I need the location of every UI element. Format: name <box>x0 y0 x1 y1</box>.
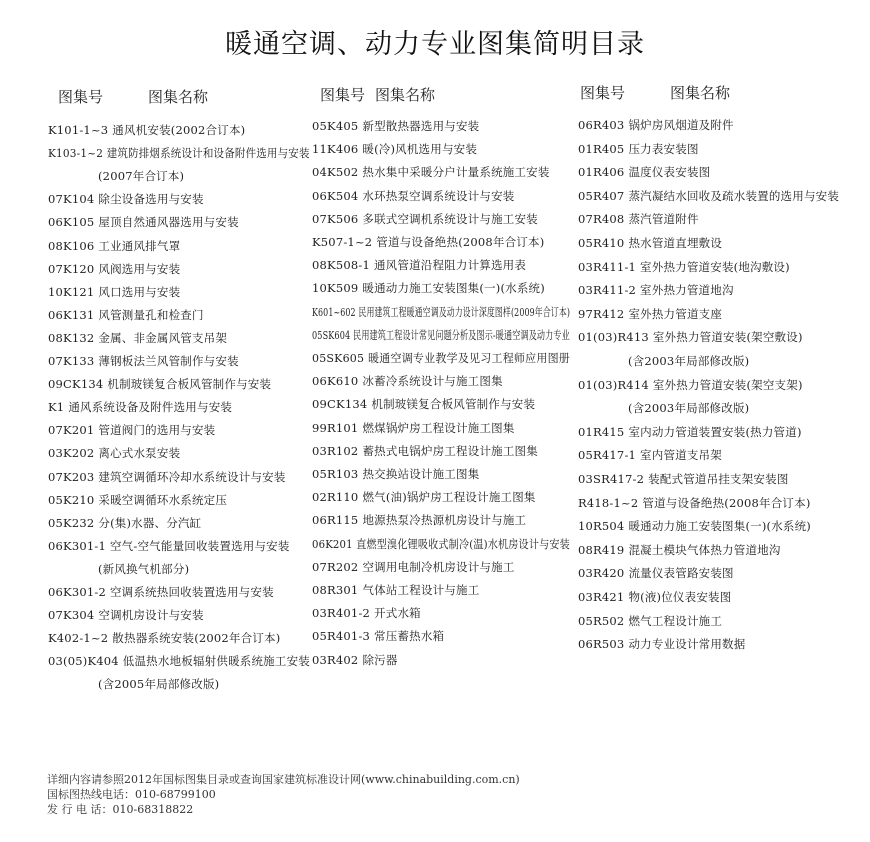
atlas-code: 05R407 <box>578 188 625 203</box>
atlas-code: K1 <box>48 400 65 415</box>
atlas-name: 热交换站设计施工图集 <box>362 467 480 481</box>
atlas-code: 07R408 <box>578 212 625 227</box>
atlas-code: 05R502 <box>578 613 625 628</box>
atlas-name: 机制玻镁复合板风管制作与安装 <box>371 397 536 412</box>
catalog-entry <box>312 652 398 668</box>
catalog-entry <box>312 489 536 505</box>
atlas-code: 01R406 <box>578 165 625 180</box>
catalog-entry <box>48 214 239 230</box>
atlas-name: 锅炉房风烟道及附件 <box>628 118 734 132</box>
atlas-code: 05R401-3 <box>312 629 371 644</box>
atlas-code: 03(05)K404 <box>48 654 119 669</box>
atlas-code: 99R101 <box>312 420 359 435</box>
atlas-code: 01R415 <box>578 424 625 439</box>
header-code-1: 图集号 <box>58 88 104 106</box>
catalog-entry <box>578 589 731 605</box>
atlas-code: 03R102 <box>312 443 359 458</box>
atlas-code: 01(03)R414 <box>578 377 649 392</box>
header-name-3: 图集名称 <box>670 84 731 102</box>
atlas-name: 气体站工程设计与施工 <box>362 583 480 597</box>
atlas-code: 05R410 <box>578 236 625 250</box>
atlas-code: 07K120 <box>48 261 95 276</box>
catalog-entry <box>578 235 722 251</box>
catalog-entry <box>312 559 515 575</box>
catalog-entry <box>578 518 811 534</box>
catalog-entry <box>312 582 479 598</box>
atlas-code: 03R402 <box>312 652 359 667</box>
atlas-name: 冰蓄冷系统设计与施工图集 <box>362 374 503 389</box>
catalog-entry <box>312 141 477 157</box>
atlas-code: 01(03)R413 <box>578 330 649 345</box>
atlas-name: 暖(冷)风机选用与安装 <box>362 142 478 157</box>
atlas-name: 室外热力管道安装(地沟敷设) <box>640 259 790 274</box>
atlas-code: 05SK605 <box>312 351 365 365</box>
atlas-name: 室内管道支吊架 <box>640 448 722 463</box>
catalog-entry <box>48 238 180 254</box>
catalog-entry <box>578 424 802 440</box>
catalog-entry <box>312 396 535 412</box>
atlas-name: 空调用电制冷机房设计与施工 <box>362 559 515 574</box>
atlas-code: 06K301-2 <box>48 585 106 599</box>
atlas-name: 空调机房设计与安装 <box>98 608 204 623</box>
catalog-entry <box>48 353 239 369</box>
catalog-entry <box>312 327 570 343</box>
atlas-code: 03R420 <box>578 566 625 581</box>
atlas-name: 室内动力管道装置安装(热力管道) <box>628 424 802 439</box>
atlas-name: 金属、非金属风管支吊架 <box>98 330 228 345</box>
header-name-1: 图集名称 <box>148 88 209 106</box>
catalog-entry <box>48 422 215 438</box>
atlas-name: 混凝土模块气体热力管道地沟 <box>628 542 781 557</box>
catalog-entry <box>578 447 722 463</box>
catalog-entry <box>48 653 310 669</box>
atlas-name: 管道阀门的选用与安装 <box>98 423 216 438</box>
atlas-name: 风阀选用与安装 <box>98 261 181 276</box>
catalog-entry <box>578 542 781 558</box>
atlas-name: 空气-空气能量回收装置选用与安装 <box>109 538 290 553</box>
atlas-name: (新风换气机部分) <box>98 561 190 576</box>
atlas-code: K507-1~2 <box>312 235 373 249</box>
atlas-name: 除尘设备选用与安装 <box>98 192 204 207</box>
atlas-name: 薄钢板法兰风管制作与安装 <box>98 354 239 368</box>
atlas-name: 物(液)位仪表安装图 <box>628 590 732 604</box>
atlas-code: 06K131 <box>48 307 95 322</box>
atlas-code: 06K105 <box>48 215 95 230</box>
atlas-code: 04K502 <box>312 165 359 180</box>
catalog-entry <box>312 164 550 180</box>
catalog-entry <box>578 141 699 157</box>
atlas-name: 直燃型溴化锂吸收式制冷(温)水机房设计与安装 <box>356 536 570 551</box>
atlas-code: 06R503 <box>578 637 625 652</box>
catalog-entry <box>48 307 204 323</box>
column-header-1 <box>58 86 208 107</box>
atlas-name: 装配式管道吊挂支架安装图 <box>648 472 789 486</box>
catalog-entry <box>48 145 310 161</box>
atlas-name: 民用建筑工程设计常见问题分析及图示-暖通空调及动力专业 <box>353 327 570 342</box>
catalog-entry <box>578 306 722 322</box>
catalog-entry <box>48 469 286 485</box>
atlas-name: 暖通动力施工安装图集(一)(水系统) <box>628 519 811 534</box>
catalog-entry <box>312 280 545 296</box>
catalog-entry <box>48 330 227 346</box>
catalog-entry <box>312 536 570 552</box>
atlas-name: (含2003年局部修改版) <box>628 354 750 368</box>
atlas-name: 散热器系统安装(2002年合订本) <box>112 631 281 646</box>
atlas-code: 08R301 <box>312 583 359 597</box>
catalog-entry <box>312 512 526 528</box>
atlas-code: 05R417-1 <box>578 448 637 463</box>
catalog-entry <box>578 329 803 345</box>
atlas-name: (含2003年局部修改版) <box>628 401 750 416</box>
catalog-entry <box>312 443 538 459</box>
catalog-entry <box>312 628 444 644</box>
atlas-code: 05K210 <box>48 492 95 507</box>
atlas-code: K601~602 <box>312 304 356 319</box>
atlas-name: 室外热力管道地沟 <box>640 283 734 298</box>
atlas-code: 01R405 <box>578 141 625 156</box>
atlas-code: 03R421 <box>578 590 625 604</box>
footer-sales-phone: 发 行 电 话：010-68318822 <box>47 803 194 816</box>
atlas-name: 温度仪表安装图 <box>628 165 711 180</box>
catalog-entry <box>312 373 503 389</box>
catalog-entry <box>312 350 570 366</box>
atlas-code: 08K132 <box>48 330 95 345</box>
atlas-name: 蒸汽管道附件 <box>628 212 699 227</box>
atlas-code: 07K201 <box>48 423 95 438</box>
atlas-name: 机制玻镁复合板风管制作与安装 <box>107 377 272 392</box>
atlas-name: 通风机安装(2002合订本) <box>112 123 246 137</box>
catalog-entry <box>48 515 201 531</box>
atlas-name: 通风系统设备及附件选用与安装 <box>68 400 233 415</box>
atlas-code: 06K201 <box>312 536 353 551</box>
atlas-code: 07K203 <box>48 469 95 484</box>
atlas-name: 建筑防排烟系统设计和设备附件选用与安装 <box>106 146 310 161</box>
atlas-name: 新型散热器选用与安装 <box>362 119 480 133</box>
atlas-code: 03R411-2 <box>578 283 637 298</box>
catalog-entry <box>48 630 280 646</box>
catalog-entry <box>578 259 790 275</box>
atlas-code: 06R115 <box>312 513 359 528</box>
atlas-code: 07K304 <box>48 608 95 623</box>
atlas-code: 06K504 <box>312 188 359 203</box>
atlas-code: K402-1~2 <box>48 631 109 646</box>
catalog-entry <box>578 117 734 133</box>
atlas-code: 10R504 <box>578 519 625 534</box>
catalog-entry <box>312 188 514 204</box>
atlas-name: 室外热力管道安装(架空支架) <box>652 377 803 392</box>
atlas-name: 蒸汽凝结水回收及疏水装置的选用与安装 <box>628 188 840 203</box>
catalog-entry <box>578 211 699 227</box>
atlas-name: 民用建筑工程暖通空调及动力设计深度图样(2009年合订本) <box>358 304 571 319</box>
catalog-entry <box>578 164 710 180</box>
atlas-name: 燃气工程设计施工 <box>628 613 723 628</box>
atlas-name: 常压蓄热水箱 <box>374 629 445 644</box>
catalog-entry <box>48 584 274 600</box>
footer-hotline: 国标图热线电话：010-68799100 <box>47 788 216 801</box>
atlas-name: 工业通风排气罩 <box>98 238 181 253</box>
atlas-name: 地源热泵冷热源机房设计与施工 <box>362 513 527 528</box>
catalog-entry <box>48 284 180 300</box>
header-name-2: 图集名称 <box>375 86 436 104</box>
catalog-entry <box>312 118 479 134</box>
atlas-name: 风管测量孔和检查门 <box>98 307 204 322</box>
atlas-code: 03R411-1 <box>578 259 637 274</box>
page-title: 暖通空调、动力专业图集简明目录 <box>225 29 645 60</box>
atlas-code: 10K121 <box>48 284 95 299</box>
atlas-name: 暖通空调专业教学及见习工程师应用图册 <box>368 351 571 365</box>
catalog-entry <box>48 607 204 623</box>
atlas-code: 08R419 <box>578 542 625 557</box>
atlas-name: 空调系统热回收装置选用与安装 <box>109 585 274 599</box>
catalog-entry <box>578 471 789 487</box>
atlas-code: K101-1~3 <box>48 123 109 137</box>
atlas-name: 多联式空调机系统设计与施工安装 <box>362 211 538 226</box>
catalog-entry <box>48 399 232 415</box>
catalog-entry <box>48 191 204 207</box>
atlas-name: 蓄热式电锅炉房工程设计施工图集 <box>362 443 538 458</box>
atlas-name: 压力表安装图 <box>628 141 699 156</box>
atlas-code: 06K610 <box>312 374 359 389</box>
atlas-name: 管道与设备绝热(2008年合订本) <box>642 495 811 510</box>
catalog-entry <box>578 636 745 652</box>
catalog-entry <box>312 234 544 250</box>
catalog-entry <box>578 613 722 629</box>
atlas-name: 风口选用与安装 <box>98 284 181 299</box>
atlas-name: (含2005年局部修改版) <box>98 677 220 692</box>
catalog-entry <box>48 445 180 461</box>
atlas-name: 热水管道直埋敷设 <box>628 236 723 250</box>
catalog-entry <box>48 676 219 692</box>
catalog-entry <box>48 376 271 392</box>
column-header-2 <box>320 84 435 105</box>
column-header-3 <box>580 82 730 103</box>
catalog-entry <box>48 168 184 184</box>
atlas-code: 11K406 <box>312 142 359 157</box>
catalog-entry <box>48 561 189 577</box>
catalog-entry <box>48 538 290 554</box>
atlas-code: 06K301-1 <box>48 538 106 553</box>
catalog-entry <box>312 211 538 227</box>
atlas-name: 建筑空调循环冷却水系统设计与安装 <box>98 469 286 484</box>
footer-notes <box>47 772 520 817</box>
catalog-entry <box>578 565 734 581</box>
atlas-code: 05SK604 <box>312 327 351 342</box>
atlas-name: 管道与设备绝热(2008年合订本) <box>376 235 545 249</box>
atlas-name: 采暖空调循环水系统定压 <box>98 492 228 507</box>
header-code-2: 图集号 <box>320 86 366 104</box>
atlas-code: 07R202 <box>312 559 359 574</box>
catalog-entry <box>578 188 839 204</box>
catalog-entry <box>48 122 245 138</box>
atlas-name: 动力专业设计常用数据 <box>628 637 746 652</box>
catalog-entry <box>312 466 479 482</box>
atlas-name: 通风管道沿程阻力计算选用表 <box>373 258 527 273</box>
atlas-code: R418-1~2 <box>578 495 639 510</box>
atlas-code: 03R401-2 <box>312 606 371 621</box>
atlas-name: 流量仪表管路安装图 <box>628 566 734 581</box>
atlas-name: 燃气(油)锅炉房工程设计施工图集 <box>362 490 536 505</box>
footer-website-note: 详细内容请参照2012年国标图集目录或查询国家建筑标准设计网(www.chinabuilding.com.cn) <box>47 773 520 786</box>
atlas-code: 07K133 <box>48 354 95 368</box>
catalog-entry <box>48 492 227 508</box>
catalog-entry <box>312 605 421 621</box>
atlas-name: 室外热力管道支座 <box>628 306 723 321</box>
atlas-name: (2007年合订本) <box>98 169 185 184</box>
atlas-name: 开式水箱 <box>374 606 421 621</box>
catalog-entry <box>578 353 749 369</box>
atlas-code: 03K202 <box>48 446 95 461</box>
atlas-code: 09CK134 <box>48 377 104 392</box>
atlas-code: 05K405 <box>312 119 359 133</box>
atlas-code: 97R412 <box>578 306 625 321</box>
atlas-code: 08K106 <box>48 238 95 253</box>
atlas-name: 热水集中采暖分户计量系统施工安装 <box>362 165 550 180</box>
atlas-code: 05R103 <box>312 467 359 481</box>
atlas-code: K103-1~2 <box>48 146 104 161</box>
catalog-entry <box>578 282 734 298</box>
catalog-entry <box>312 420 515 436</box>
atlas-name: 水环热泵空调系统设计与安装 <box>362 188 515 203</box>
catalog-entry <box>312 257 526 273</box>
atlas-code: 07K104 <box>48 192 95 207</box>
atlas-code: 06R403 <box>578 118 625 132</box>
atlas-code: 09CK134 <box>312 397 368 412</box>
catalog-entry <box>578 495 811 511</box>
atlas-code: 05K232 <box>48 515 95 530</box>
atlas-code: 02R110 <box>312 490 359 505</box>
atlas-name: 燃煤锅炉房工程设计施工图集 <box>362 420 515 435</box>
atlas-code: 03SR417-2 <box>578 472 645 486</box>
catalog-entry <box>578 377 803 393</box>
atlas-code: 07K506 <box>312 211 359 226</box>
atlas-name: 除污器 <box>362 652 398 667</box>
atlas-name: 分(集)水器、分汽缸 <box>98 515 202 530</box>
atlas-code: 10K509 <box>312 281 359 296</box>
atlas-name: 低温热水地板辐射供暖系统施工安装 <box>122 654 310 669</box>
header-code-3: 图集号 <box>580 84 626 102</box>
atlas-name: 暖通动力施工安装图集(一)(水系统) <box>362 281 545 296</box>
atlas-name: 离心式水泵安装 <box>98 446 181 461</box>
atlas-code: 08K508-1 <box>312 258 370 273</box>
catalog-entry <box>578 400 749 416</box>
atlas-name: 室外热力管道安装(架空敷设) <box>652 330 803 345</box>
atlas-name: 屋顶自然通风器选用与安装 <box>98 215 239 230</box>
catalog-entry <box>48 261 180 277</box>
catalog-entry <box>312 304 570 320</box>
